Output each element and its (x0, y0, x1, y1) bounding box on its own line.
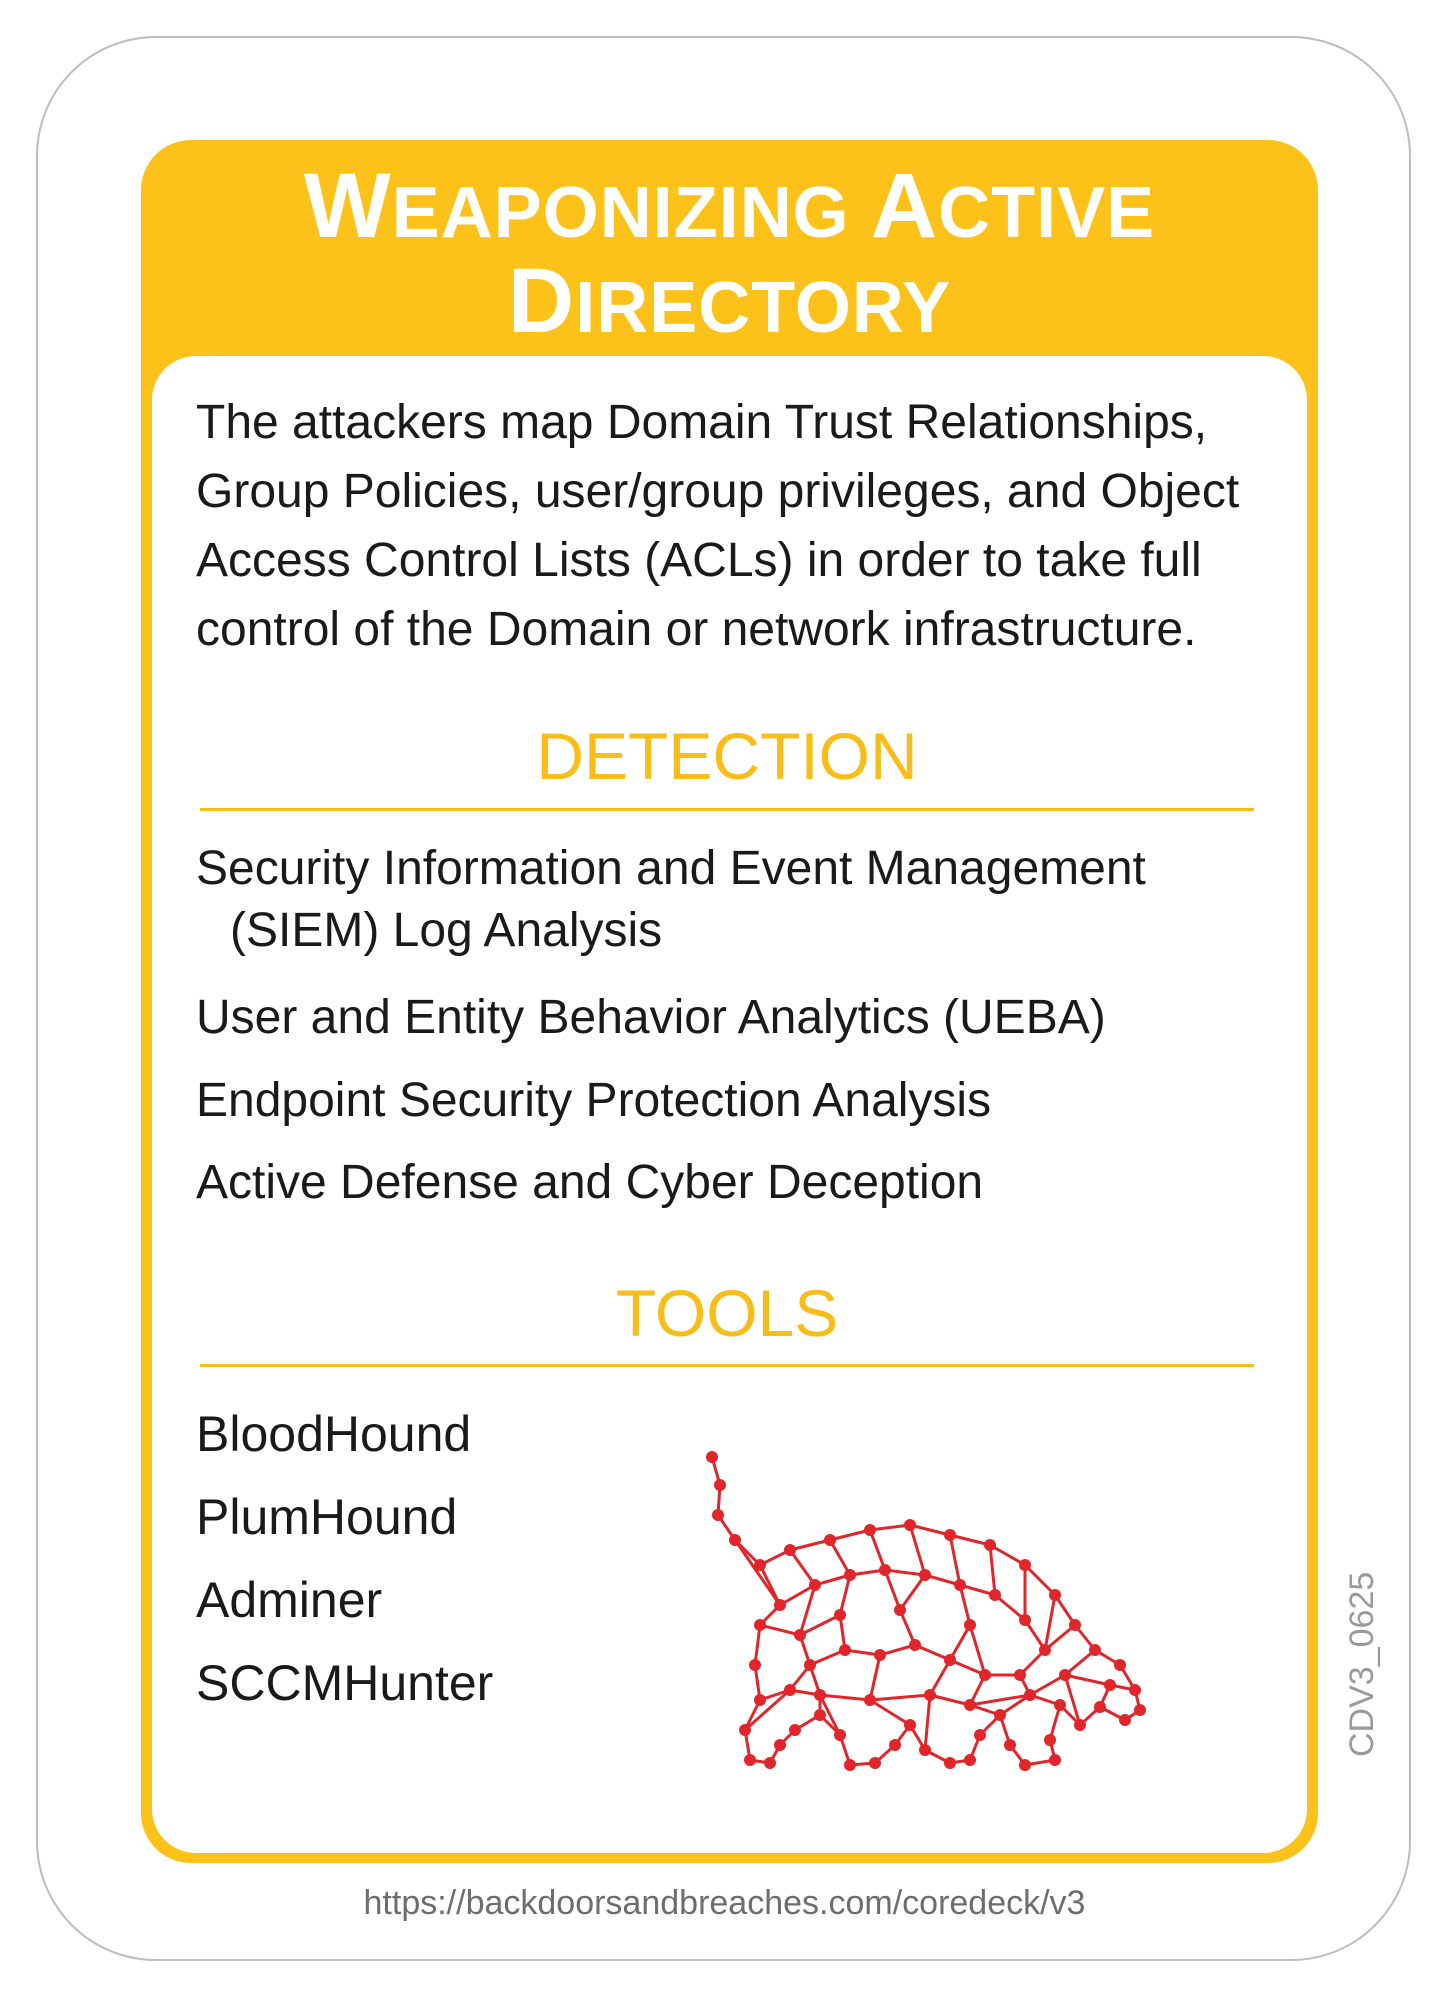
card-code: CDV3_0625 (1343, 1571, 1381, 1757)
tool-item: BloodHound (196, 1406, 472, 1462)
card-title (141, 155, 1318, 352)
detection-item-line: Security Information and Event Management (196, 842, 1146, 895)
detection-item: Active Defense and Cyber Deception (196, 1156, 984, 1209)
detection-item-line: (SIEM) Log Analysis (230, 904, 663, 957)
tool-item: SCCMHunter (196, 1655, 494, 1711)
tools-heading: TOOLS (615, 1276, 839, 1350)
tool-item: Adminer (196, 1572, 383, 1628)
card-url: https://backdoorsandbreaches.com/coredeck/v3 (363, 1884, 1086, 1922)
detection-item: Endpoint Security Protection Analysis (196, 1074, 992, 1127)
card-description: The attackers map Domain Trust Relationships, Group Policies, user/group privileges, and Object Access Control Lists (ACLs) in order to take full control of the Domain or network infrastructure. (196, 396, 1240, 656)
detection-heading: DETECTION (536, 719, 918, 793)
detection-divider (200, 808, 1254, 811)
bloodhound-dog-icon (700, 1445, 1160, 1795)
tool-item: PlumHound (196, 1489, 458, 1545)
card-title-line-2: DIRECTORY (507, 250, 952, 352)
detection-item: User and Entity Behavior Analytics (UEBA) (196, 991, 1106, 1044)
card-title-line-1: WEAPONIZING ACTIVE (303, 155, 1156, 257)
detection-item (196, 838, 1276, 962)
tools-divider (200, 1364, 1254, 1367)
